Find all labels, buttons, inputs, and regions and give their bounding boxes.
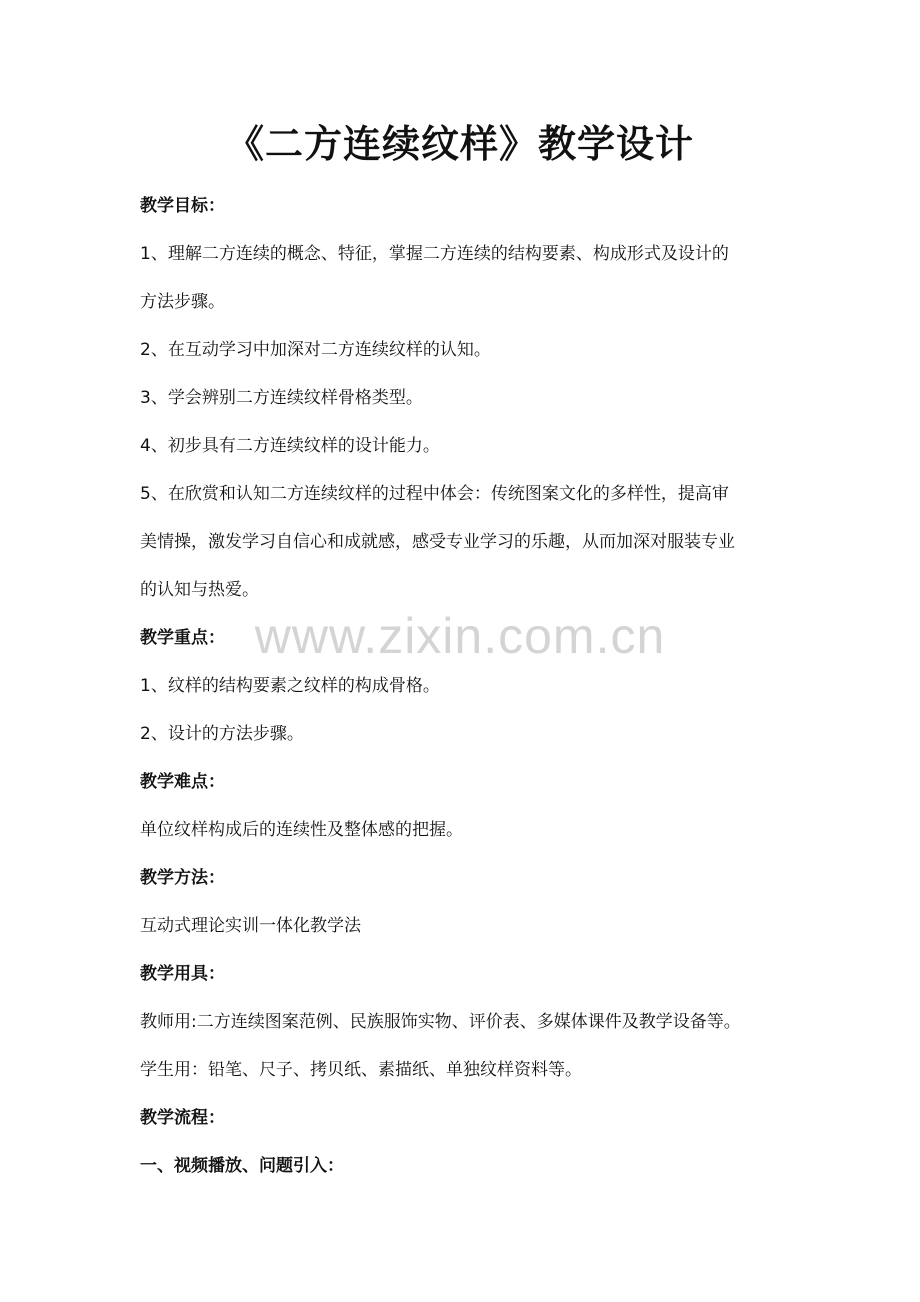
- process-heading: 教学流程：: [140, 1108, 225, 1128]
- objectives-heading: 教学目标：: [140, 196, 225, 216]
- objective-line: 的认知与热爱。: [140, 580, 259, 600]
- key-points-heading: 教学重点：: [140, 628, 225, 648]
- difficulties-heading: 教学难点：: [140, 772, 225, 792]
- objective-line: 方法步骤。: [140, 292, 225, 312]
- methods-heading: 教学方法：: [140, 868, 225, 888]
- key-point-line: 1、纹样的结构要素之纹样的构成骨格。: [140, 676, 440, 696]
- objective-line: 3、学会辨别二方连续纹样骨格类型。: [140, 388, 423, 408]
- document-title: 《二方连续纹样》教学设计: [225, 122, 694, 166]
- objective-line: 2、在互动学习中加深对二方连续纹样的认知。: [140, 340, 491, 360]
- tools-heading: 教学用具：: [140, 964, 225, 984]
- difficulties-text: 单位纹样构成后的连续性及整体感的把握。: [140, 820, 463, 840]
- objective-line: 5、在欣赏和认知二方连续纹样的过程中体会：传统图案文化的多样性，提高审: [140, 484, 729, 504]
- watermark: www.zixin.com.cn: [254, 608, 666, 664]
- tools-teacher: 教师用:二方连续图案范例、民族服饰实物、评价表、多媒体课件及教学设备等。: [140, 1012, 741, 1032]
- objective-line: 1、理解二方连续的概念、特征，掌握二方连续的结构要素、构成形式及设计的: [140, 244, 729, 264]
- tools-student: 学生用：铅笔、尺子、拷贝纸、素描纸、单独纹样资料等。: [140, 1060, 582, 1080]
- methods-text: 互动式理论实训一体化教学法: [140, 916, 361, 936]
- objective-line: 美情操，激发学习自信心和成就感，感受专业学习的乐趣，从而加深对服装专业: [140, 532, 735, 552]
- objective-line: 4、初步具有二方连续纹样的设计能力。: [140, 436, 440, 456]
- process-step-1: 一、视频播放、问题引入：: [140, 1156, 344, 1176]
- key-point-line: 2、设计的方法步骤。: [140, 724, 304, 744]
